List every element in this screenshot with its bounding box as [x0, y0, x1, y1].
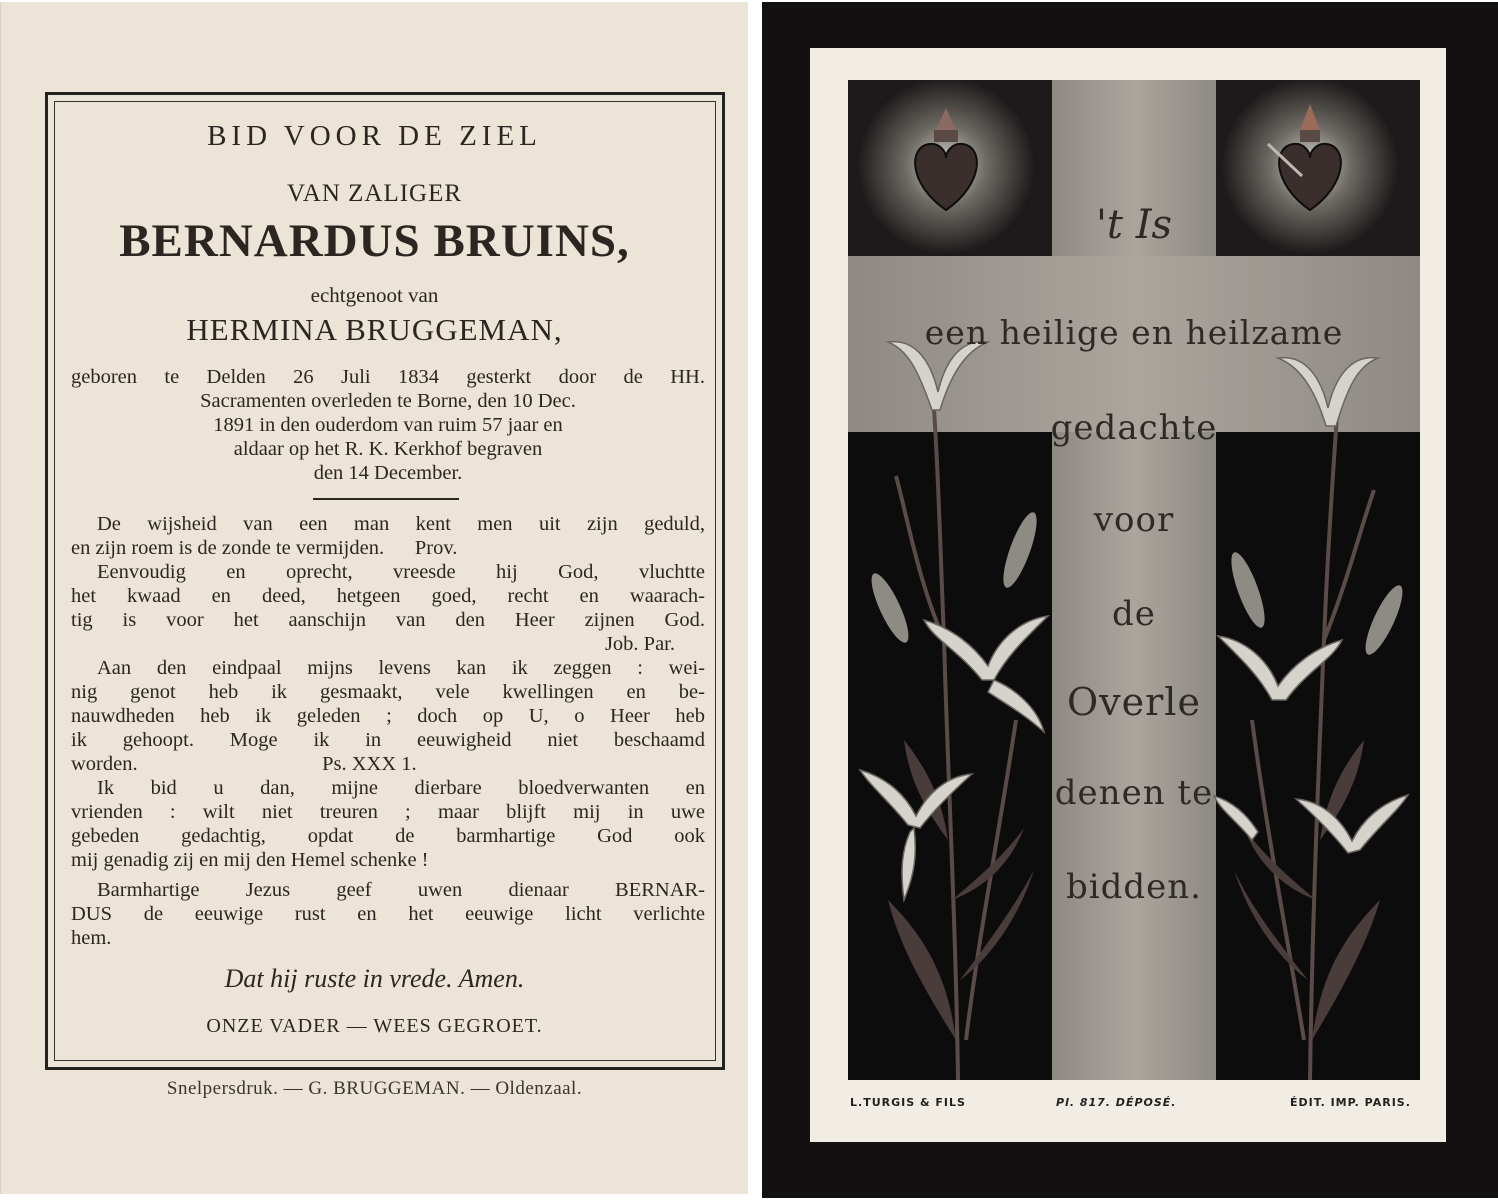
cross-text-line: de: [1112, 594, 1156, 634]
verse-line: Job. Par.: [604, 633, 675, 655]
cross-text-line: gedachte: [1050, 408, 1218, 448]
spouse-name: HERMINA BRUGGEMAN,: [186, 312, 563, 347]
cross-lily-illustration: [848, 80, 1420, 1080]
cross-text-line: voor: [1093, 500, 1175, 540]
verse-line: Eenvoudig en oprecht, vreesde hij God, vluchtte: [97, 561, 705, 583]
cross-text-line: Overle: [1067, 680, 1201, 724]
section-divider: [313, 498, 459, 500]
verse-line: nauwdheden heb ik geleden ; doch op U, o Heer heb: [71, 705, 705, 727]
cross-text-line: een heilige en heilzame: [924, 313, 1344, 352]
verse-line: Ik bid u dan, mijne dierbare bloedverwanten en: [97, 777, 705, 799]
verse-line: vrienden : wilt niet treuren ; maar blijft mij in uwe: [71, 801, 705, 823]
verse-line: DUS de eeuwige rust en het eeuwige licht verlichte: [71, 903, 705, 925]
closing-blessing: Dat hij ruste in vrede. Amen.: [224, 964, 525, 993]
verse-line: worden. Ps. XXX 1.: [71, 753, 417, 775]
verse-line: Aan den eindpaal mijns levens kan ik zeggen : wei-: [97, 657, 705, 679]
bio-line: 1891 in den ouderdom van ruim 57 jaar en: [213, 414, 563, 436]
memorial-card-text-side: [0, 2, 748, 1194]
verse-line: hem.: [71, 927, 112, 949]
verse-line: tig is voor het aanschijn van den Heer zijnen God.: [71, 609, 705, 631]
left-lily-stems: [896, 380, 1016, 1080]
verse-line: Barmhartige Jezus geef uwen dienaar BERNAR-: [97, 879, 705, 901]
prayer-line: ONZE VADER — WEES GEGROET.: [206, 1015, 543, 1037]
verse-line: mij genadig zij en mij den Hemel schenke !: [71, 849, 429, 871]
bio-line: aldaar op het R. K. Kerkhof begraven: [233, 438, 543, 460]
verse-line: nig genot heb ik gesmaakt, vele kwellingen en be-: [71, 681, 705, 703]
cross-text-line: bidden.: [1066, 867, 1202, 907]
verse-line: het kwaad en deed, hetgeen goed, recht en waarach-: [71, 585, 705, 607]
cross-text-line: denen te: [1054, 773, 1214, 813]
white-panel: [810, 48, 1446, 1142]
verse-line: gebeden gedachtig, opdat de barmhartige God ook: [71, 825, 705, 847]
memorial-card-image-side: [762, 2, 1498, 1198]
heading-bid-voor-de-ziel: BID VOOR DE ZIEL: [207, 120, 542, 152]
verse-line: en zijn roem is de zonde te vermijden. Prov.: [71, 537, 458, 559]
imprint-edition: ÉDIT. IMP. PARIS.: [1290, 1096, 1411, 1109]
biography-paragraph: [71, 365, 705, 485]
bio-line: den 14 December.: [313, 462, 463, 484]
imprint-publisher: L.TURGIS & FILS: [850, 1096, 966, 1109]
bio-line: geboren te Delden 26 Juli 1834 gesterkt door de HH.: [71, 366, 705, 388]
heading-van-zaliger: VAN ZALIGER: [286, 180, 463, 207]
verse-line: ik gehoopt. Moge ik in eeuwigheid niet beschaamd: [71, 729, 705, 751]
cross-text-line: 't Is: [1095, 202, 1173, 248]
imprint-plate: Pl. 817. DÉPOSÉ.: [1056, 1096, 1177, 1109]
printer-credit: Snelpersdruk. — G. BRUGGEMAN. — Oldenzaal.: [166, 1078, 583, 1099]
deceased-name: BERNARDUS BRUINS,: [119, 215, 630, 267]
spouse-intro: echtgenoot van: [310, 283, 439, 307]
verse-line: De wijsheid van een man kent men uit zijn geduld,: [97, 513, 705, 535]
bio-line: Sacramenten overleden te Borne, den 10 Dec.: [200, 390, 576, 412]
verse-paragraphs: [71, 512, 705, 950]
